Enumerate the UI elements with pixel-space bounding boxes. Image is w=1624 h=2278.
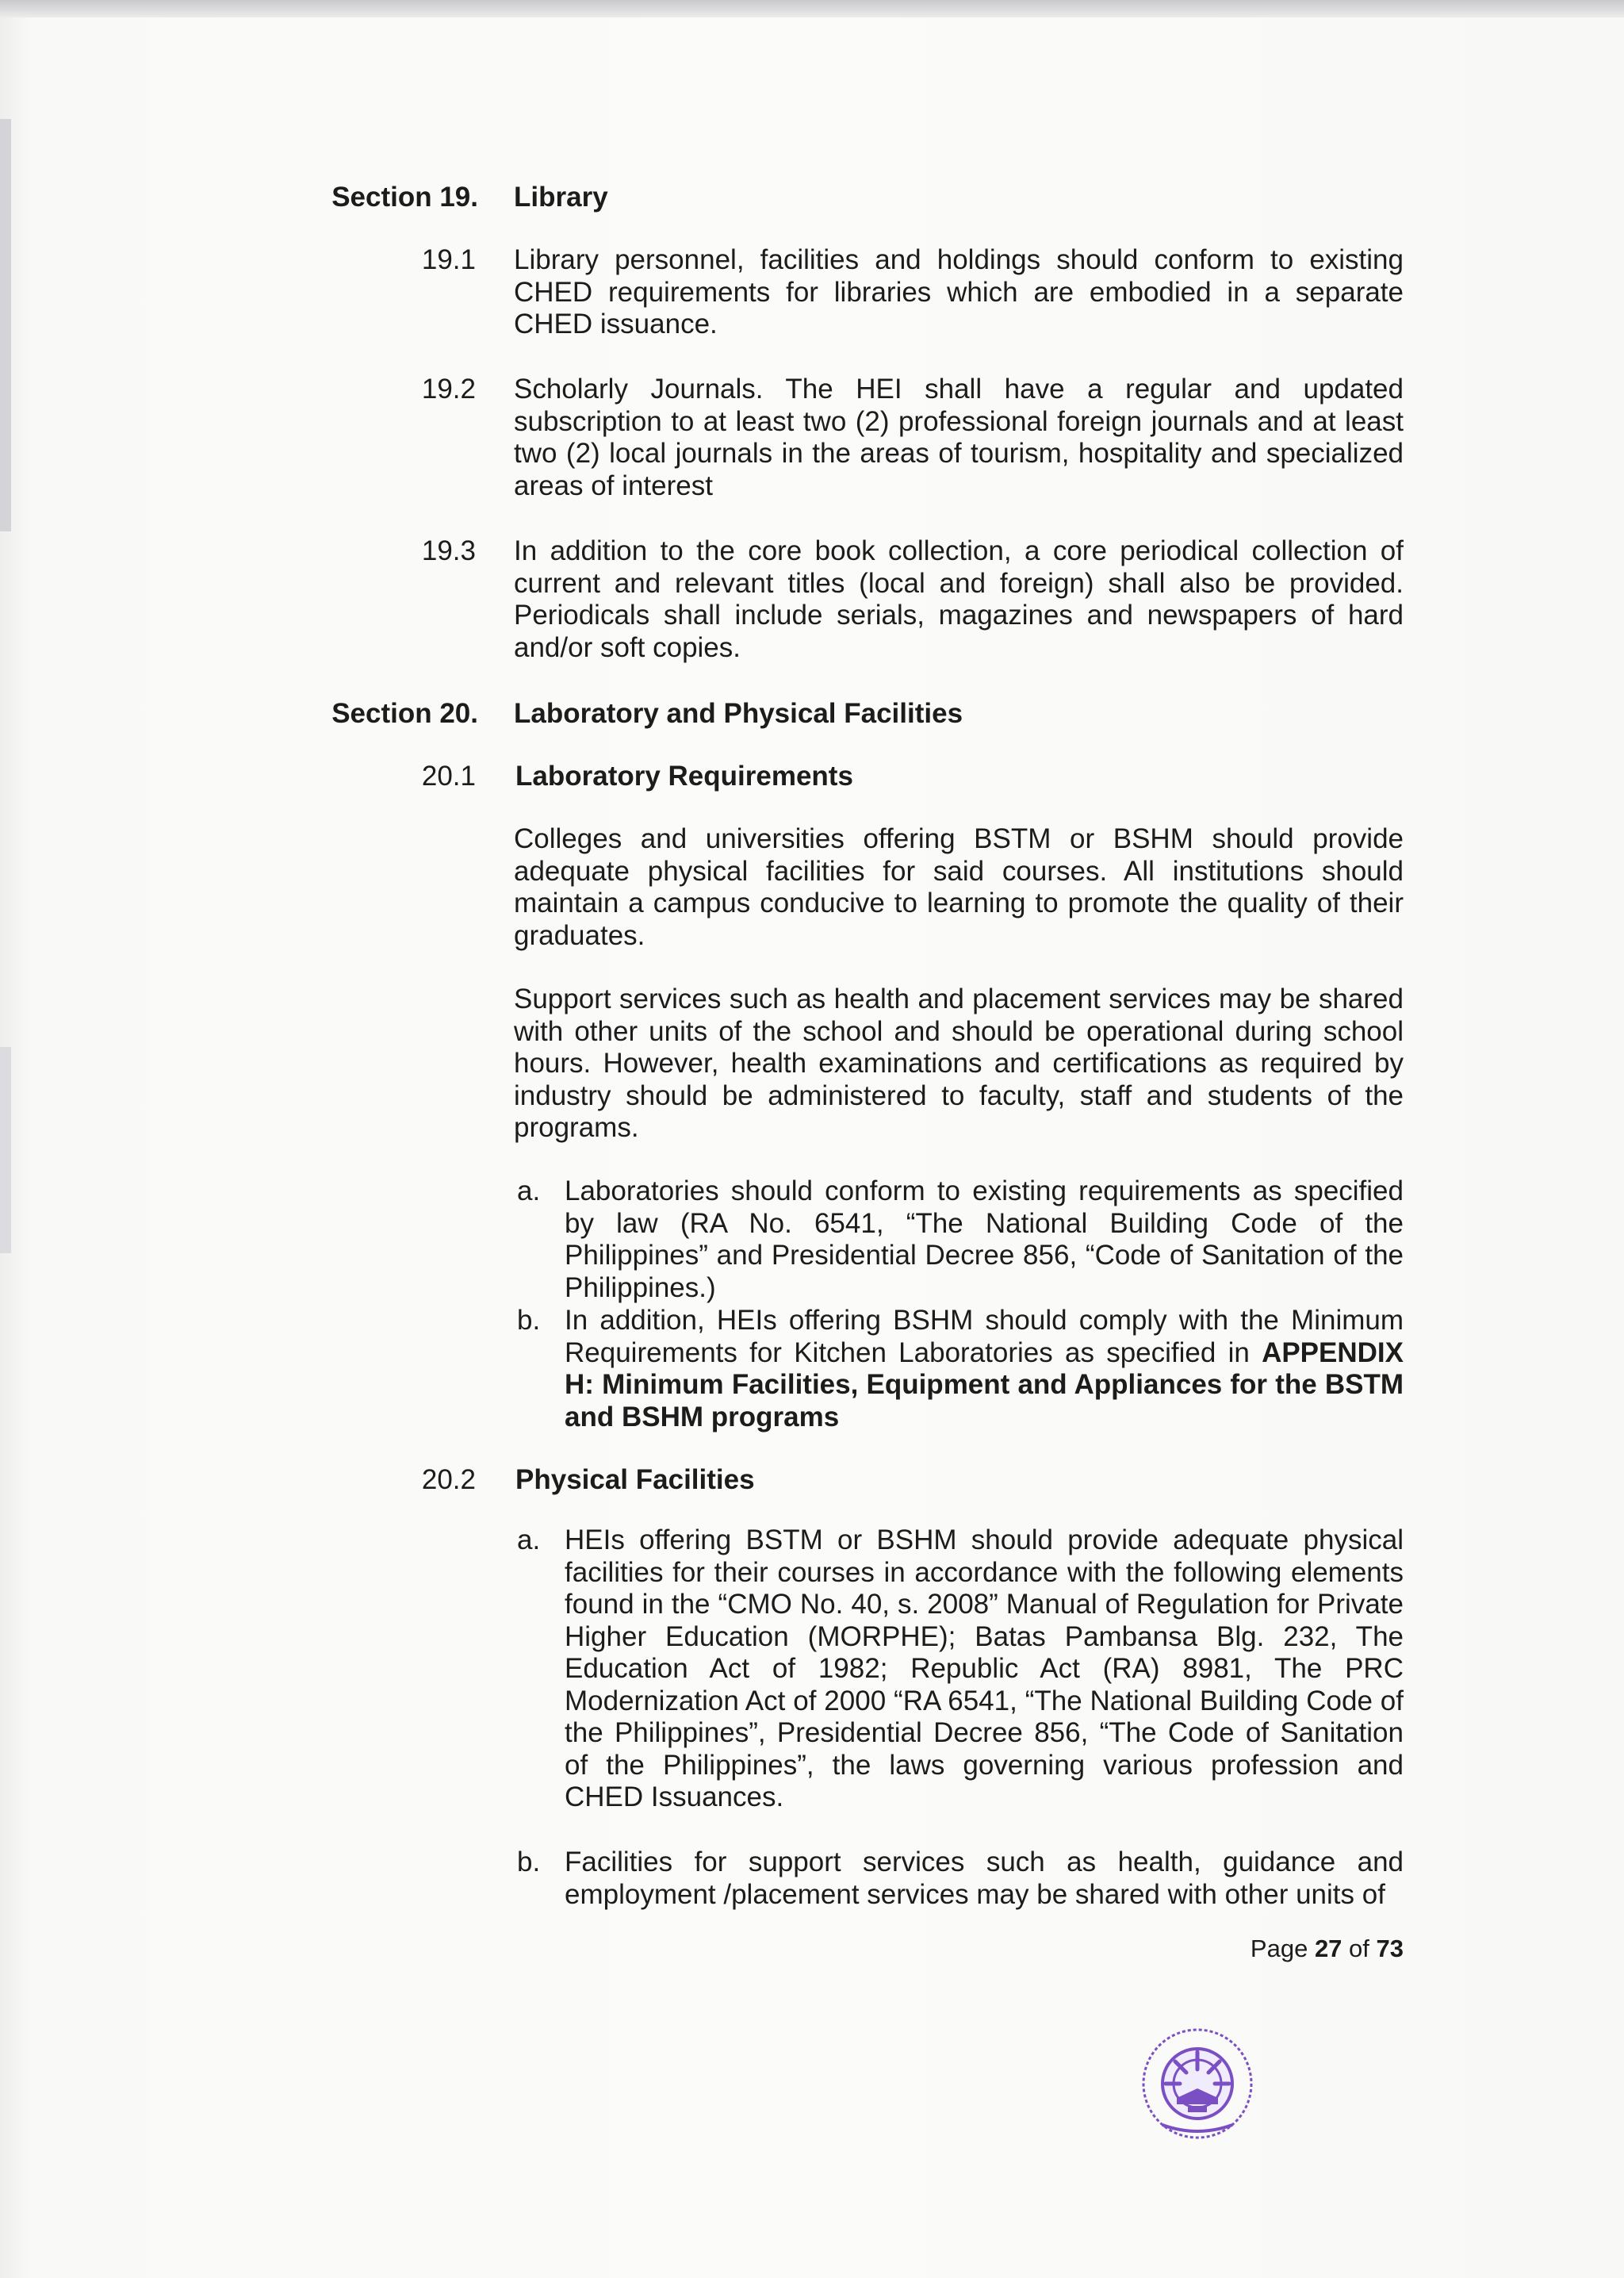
section-19-title: Library xyxy=(514,182,608,213)
section-20-label: Section 20. xyxy=(331,698,478,729)
list-item-text-plain: In addition, HEIs offering BSHM should comply with the Minimum Requirements for Kitchen Laboratories as specified in xyxy=(565,1305,1404,1368)
list-item-label: a. xyxy=(517,1175,541,1206)
list-item-text xyxy=(565,1305,1404,1433)
list-item-label: b. xyxy=(517,1305,541,1336)
list-item xyxy=(517,1175,1404,1304)
paragraph: Colleges and universities offering BSTM or BSHM should provide adequate physical facilities for said courses. All institutions should maintain a campus conducive to learning to promote the quality of their graduates. xyxy=(514,823,1404,951)
subsection-title: Physical Facilities xyxy=(515,1464,755,1495)
subsection-title: Laboratory Requirements xyxy=(515,761,853,792)
page-number: Page 27 of 73 xyxy=(1250,1935,1404,1962)
list-item-text: Facilities for support services such as health, guidance and employment /placement services may be shared with other units of xyxy=(565,1847,1404,1910)
paragraph: In addition to the core book collection, a core periodical collection of current and relevant titles (local and foreign) shall also be provided. Periodicals shall include serials, magazines and newspapers of hard and/or soft copies. xyxy=(514,535,1404,663)
scan-edge-shadow xyxy=(0,1047,11,1253)
subsection-number: 20.1 xyxy=(421,761,476,792)
list-item xyxy=(517,1847,1404,1911)
list-item-text: Laboratories should conform to existing requirements as specified by law (RA No. 6541, “The National Building Code of the Philippines” and Presidential Decree 856, “Code of Sanitation of the Philippines.) xyxy=(565,1175,1404,1303)
paragraph: Scholarly Journals. The HEI shall have a regular and updated subscription to at least two (2) professional foreign journals and at least two (2) local journals in the areas of tourism, hospitality and specialized areas of interest xyxy=(514,374,1404,501)
total-pages: 73 xyxy=(1376,1935,1404,1962)
current-page: 27 xyxy=(1314,1935,1342,1962)
scan-edge-shadow xyxy=(0,119,11,531)
paragraph: Support services such as health and placement services may be shared with other units of the school and should be operational during school hours. However, health examinations and certifications as required by industry should be administered to faculty, staff and students of the programs. xyxy=(514,984,1404,1143)
item-number: 19.1 xyxy=(421,244,476,275)
section-19-label: Section 19. xyxy=(331,182,478,213)
appendix-reference: APPENDIX H: Minimum Facilities, Equipment and Appliances for the BSTM and BSHM programs xyxy=(565,1337,1404,1432)
list-item-label: b. xyxy=(517,1847,541,1877)
item-number: 19.3 xyxy=(421,535,476,566)
list-item-label: a. xyxy=(517,1524,541,1555)
list-item xyxy=(517,1524,1404,1814)
section-20-title: Laboratory and Physical Facilities xyxy=(514,698,963,729)
scan-top-band xyxy=(0,0,1624,17)
item-number: 19.2 xyxy=(421,374,476,405)
ched-seal-icon xyxy=(1139,2025,1256,2142)
list-item-text: HEIs offering BSTM or BSHM should provide adequate physical facilities for their courses in accordance with the following elements found in the “CMO No. 40, s. 2008” Manual of Regulation for Private Higher Education (MORPHE); Batas Pambansa Blg. 232, The Education Act of 1982; Republic Act (RA) 8981, The PRC Modernization Act of 2000 “RA 6541, “The National Building Code of the Philippines”, Presidential Decree 856, “The Code of Sanitation of the Philippines”, the laws governing various profession and CHED Issuances. xyxy=(565,1524,1404,1812)
paragraph: Library personnel, facilities and holdings should conform to existing CHED requirements for libraries which are embodied in a separate CHED issuance. xyxy=(514,244,1404,339)
subsection-number: 20.2 xyxy=(421,1464,476,1495)
list-item xyxy=(517,1305,1404,1433)
